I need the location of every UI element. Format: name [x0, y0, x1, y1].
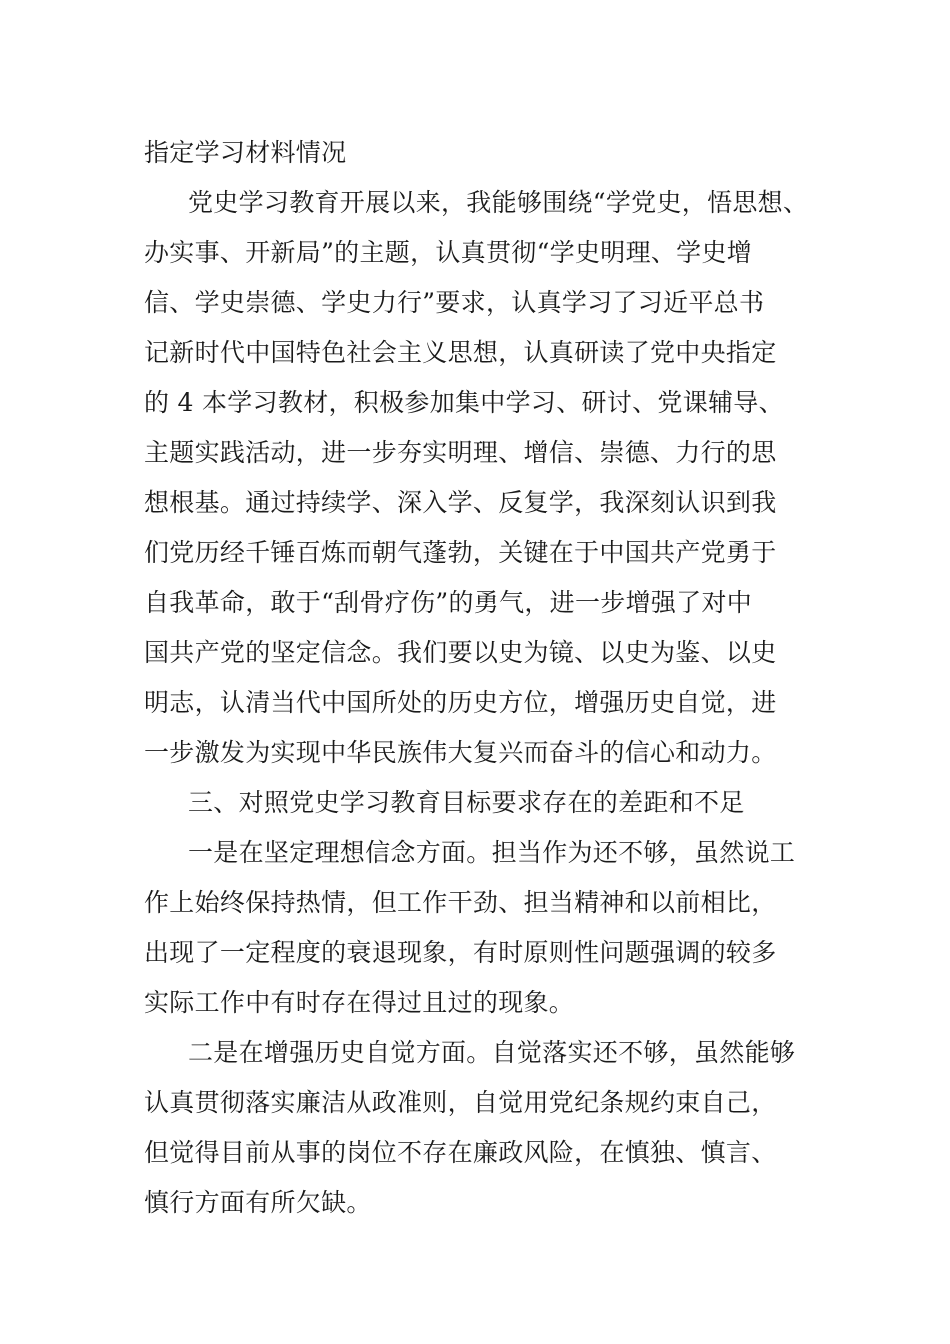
paragraph-line: 国共产党的坚定信念。我们要以史为镜、以史为鉴、以史 [144, 638, 777, 667]
paragraph-line: 主题实践活动，进一步夯实明理、增信、崇德、力行的思 [144, 438, 777, 467]
paragraph-line: 作上始终保持热情，但工作干劲、担当精神和以前相比， [144, 888, 777, 917]
paragraph-line: 党史学习教育开展以来，我能够围绕“学党史，悟思想、 [188, 188, 809, 217]
paragraph-line: 但觉得目前从事的岗位不存在廉政风险，在慎独、慎言、 [144, 1138, 777, 1167]
paragraph-line: 的 4 本学习教材，积极参加集中学习、研讨、党课辅导、 [144, 388, 784, 417]
paragraph-line: 二是在增强历史自觉方面。自觉落实还不够，虽然能够 [188, 1038, 796, 1067]
paragraph-line: 们党历经千锤百炼而朝气蓬勃，关键在于中国共产党勇于 [144, 538, 777, 567]
paragraph-line: 自我革命，敢于“刮骨疗伤”的勇气，进一步增强了对中 [144, 588, 753, 617]
paragraph-line: 明志，认清当代中国所处的历史方位，增强历史自觉，进 [144, 688, 777, 717]
paragraph-line: 实际工作中有时存在得过且过的现象。 [144, 988, 575, 1017]
section-heading: 三、对照党史学习教育目标要求存在的差距和不足 [188, 788, 745, 817]
paragraph-line: 一是在坚定理想信念方面。担当作为还不够，虽然说工 [188, 838, 796, 867]
paragraph-line: 出现了一定程度的衰退现象，有时原则性问题强调的较多 [144, 938, 777, 967]
paragraph-line: 想根基。通过持续学、深入学、反复学，我深刻认识到我 [144, 488, 777, 517]
paragraph-line: 认真贯彻落实廉洁从政准则，自觉用党纪条规约束自己， [144, 1088, 777, 1117]
paragraph-line: 办实事、开新局”的主题，认真贯彻“学史明理、学史增 [144, 238, 753, 267]
paragraph-line: 记新时代中国特色社会主义思想，认真研读了党中央指定 [144, 338, 777, 367]
paragraph-line: 慎行方面有所欠缺。 [144, 1188, 372, 1217]
section-title: 指定学习材料情况 [144, 138, 347, 167]
paragraph-line: 信、学史崇德、学史力行”要求，认真学习了习近平总书 [144, 288, 765, 317]
paragraph-line: 一步激发为实现中华民族伟大复兴而奋斗的信心和动力。 [144, 738, 777, 767]
